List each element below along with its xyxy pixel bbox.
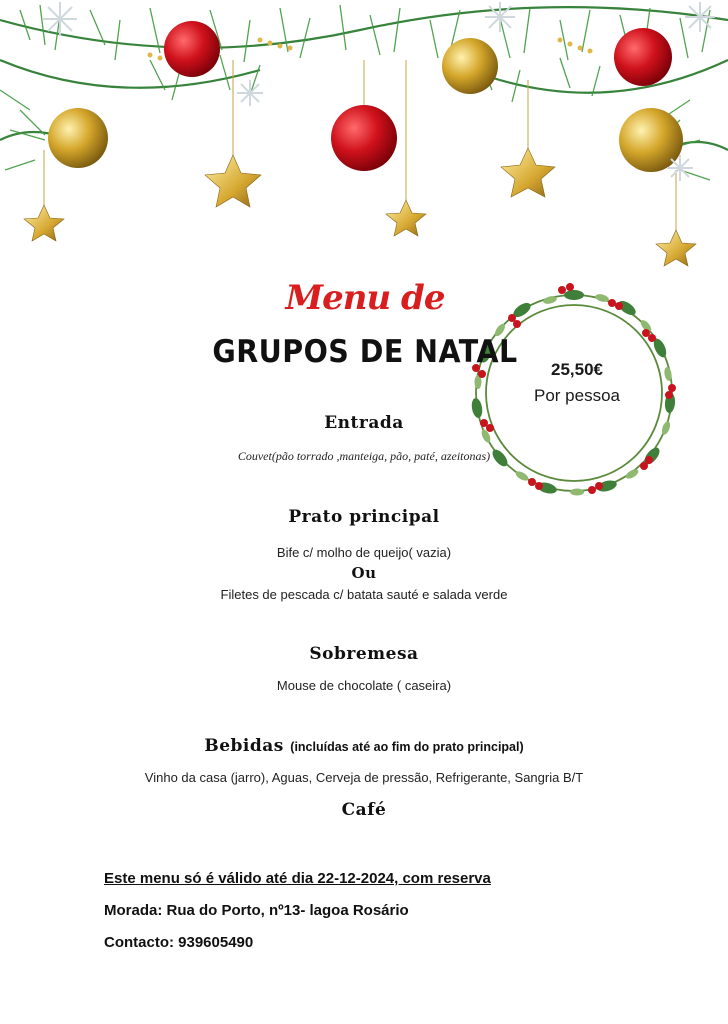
sobremesa-item: Mouse de chocolate ( caseira) <box>276 678 452 693</box>
prato-principal-option-1: Bife c/ molho de queijo( vazia) <box>276 545 452 560</box>
section-heading-entrada: Entrada <box>324 413 404 433</box>
prato-principal-option-2: Filetes de pescada c/ batata sauté e salada verde <box>220 587 508 602</box>
bebidas-note: (incluídas até ao fim do prato principal) <box>290 740 524 754</box>
entrada-item: Couvet(pão torrado ,manteiga, pão, paté, azeitonas) <box>237 449 491 463</box>
price-block <box>516 360 638 406</box>
price-unit: Por pessoa <box>534 386 620 405</box>
section-heading-prato-principal: Prato principal <box>288 507 440 527</box>
contact-text: Contacto: 939605490 <box>104 934 254 951</box>
price-amount: 25,50€ <box>551 360 603 379</box>
section-heading-cafe: Café <box>341 800 387 820</box>
menu-script-title: Menu de <box>285 278 445 318</box>
section-heading-sobremesa: Sobremesa <box>309 644 419 664</box>
page-title: GRUPOS DE NATAL <box>212 334 518 370</box>
address-text: Morada: Rua do Porto, nº13- lagoa Rosário <box>104 902 409 919</box>
section-heading-bebidas: Bebidas <box>204 736 284 756</box>
section-heading-bebidas-row <box>94 736 634 756</box>
prato-principal-separator: Ou <box>351 564 377 582</box>
bebidas-items: Vinho da casa (jarro), Aguas, Cerveja de pressão, Refrigerante, Sangria B/T <box>144 770 584 785</box>
christmas-garland-decoration <box>0 0 728 280</box>
validity-notice: Este menu só é válido até dia 22-12-2024, com reserva <box>104 870 491 887</box>
